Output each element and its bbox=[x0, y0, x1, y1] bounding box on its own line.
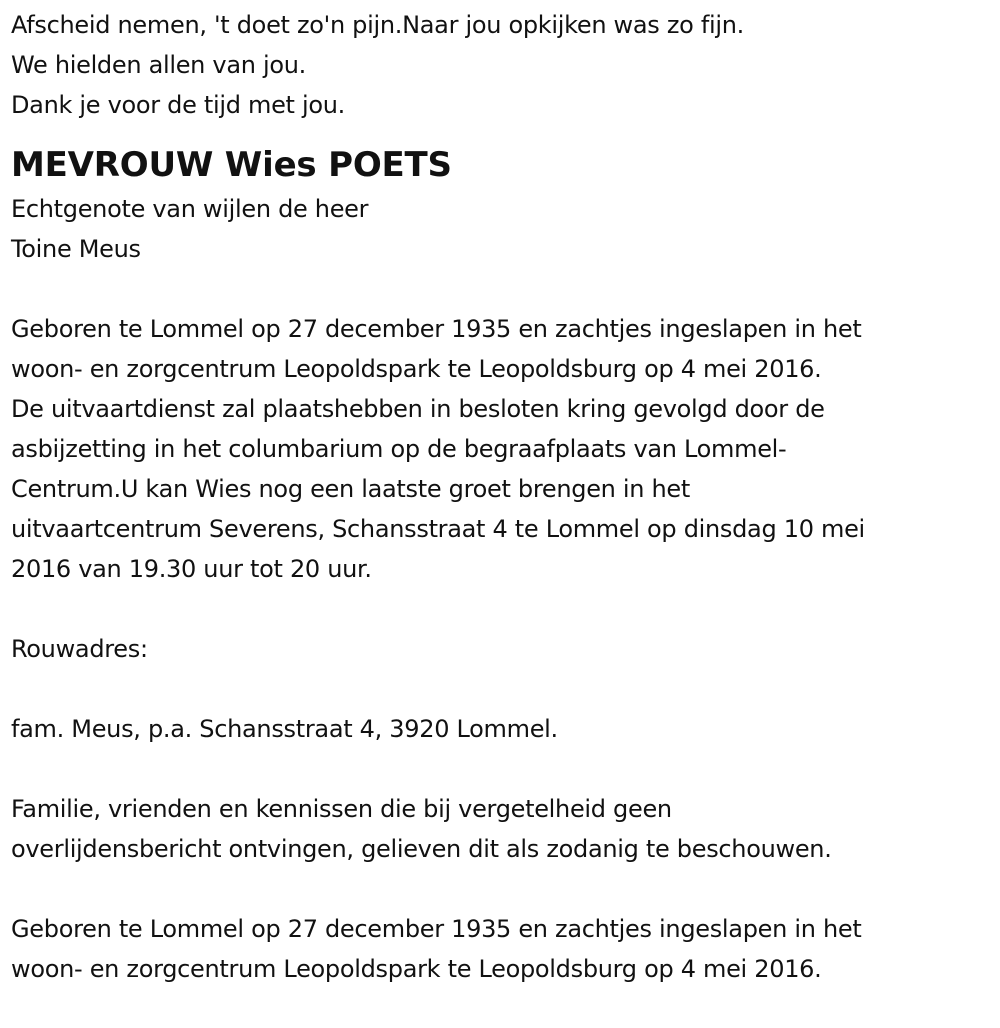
poem-line: Afscheid nemen, 't doet zo'n pijn.Naar jou opkijken was zo fijn. bbox=[11, 11, 744, 39]
repeat-paragraph bbox=[11, 909, 996, 989]
address-label: Rouwadres: bbox=[11, 635, 148, 663]
spouse-info bbox=[11, 189, 996, 269]
announcement-line: asbijzetting in het columbarium op de begraafplaats van Lommel- bbox=[11, 435, 787, 463]
spouse-line: Toine Meus bbox=[11, 235, 141, 263]
poem-line: We hielden allen van jou. bbox=[11, 51, 306, 79]
obituary-page bbox=[11, 5, 996, 989]
announcement-line: uitvaartcentrum Severens, Schansstraat 4 te Lommel op dinsdag 10 mei bbox=[11, 515, 865, 543]
announcement-line: Geboren te Lommel op 27 december 1935 en zachtjes ingeslapen in het bbox=[11, 315, 862, 343]
announcement-line: De uitvaartdienst zal plaatshebben in besloten kring gevolgd door de bbox=[11, 395, 825, 423]
announcement-line: woon- en zorgcentrum Leopoldspark te Leopoldsburg op 4 mei 2016. bbox=[11, 355, 822, 383]
notice-line: Familie, vrienden en kennissen die bij vergetelheid geen bbox=[11, 795, 672, 823]
announcement-line: 2016 van 19.30 uur tot 20 uur. bbox=[11, 555, 372, 583]
spouse-line: Echtgenote van wijlen de heer bbox=[11, 195, 369, 223]
notice-line: overlijdensbericht ontvingen, gelieven dit als zodanig te beschouwen. bbox=[11, 835, 832, 863]
announcement-line: Centrum.U kan Wies nog een laatste groet brengen in het bbox=[11, 475, 690, 503]
deceased-name-heading: MEVROUW Wies POETS bbox=[11, 145, 452, 185]
poem-line: Dank je voor de tijd met jou. bbox=[11, 91, 345, 119]
repeat-line: Geboren te Lommel op 27 december 1935 en zachtjes ingeslapen in het bbox=[11, 915, 862, 943]
poem bbox=[11, 5, 996, 125]
announcement-paragraph bbox=[11, 309, 996, 589]
mourning-address: fam. Meus, p.a. Schansstraat 4, 3920 Lommel. bbox=[11, 715, 558, 743]
repeat-line: woon- en zorgcentrum Leopoldspark te Leopoldsburg op 4 mei 2016. bbox=[11, 955, 822, 983]
notice-paragraph bbox=[11, 789, 996, 869]
